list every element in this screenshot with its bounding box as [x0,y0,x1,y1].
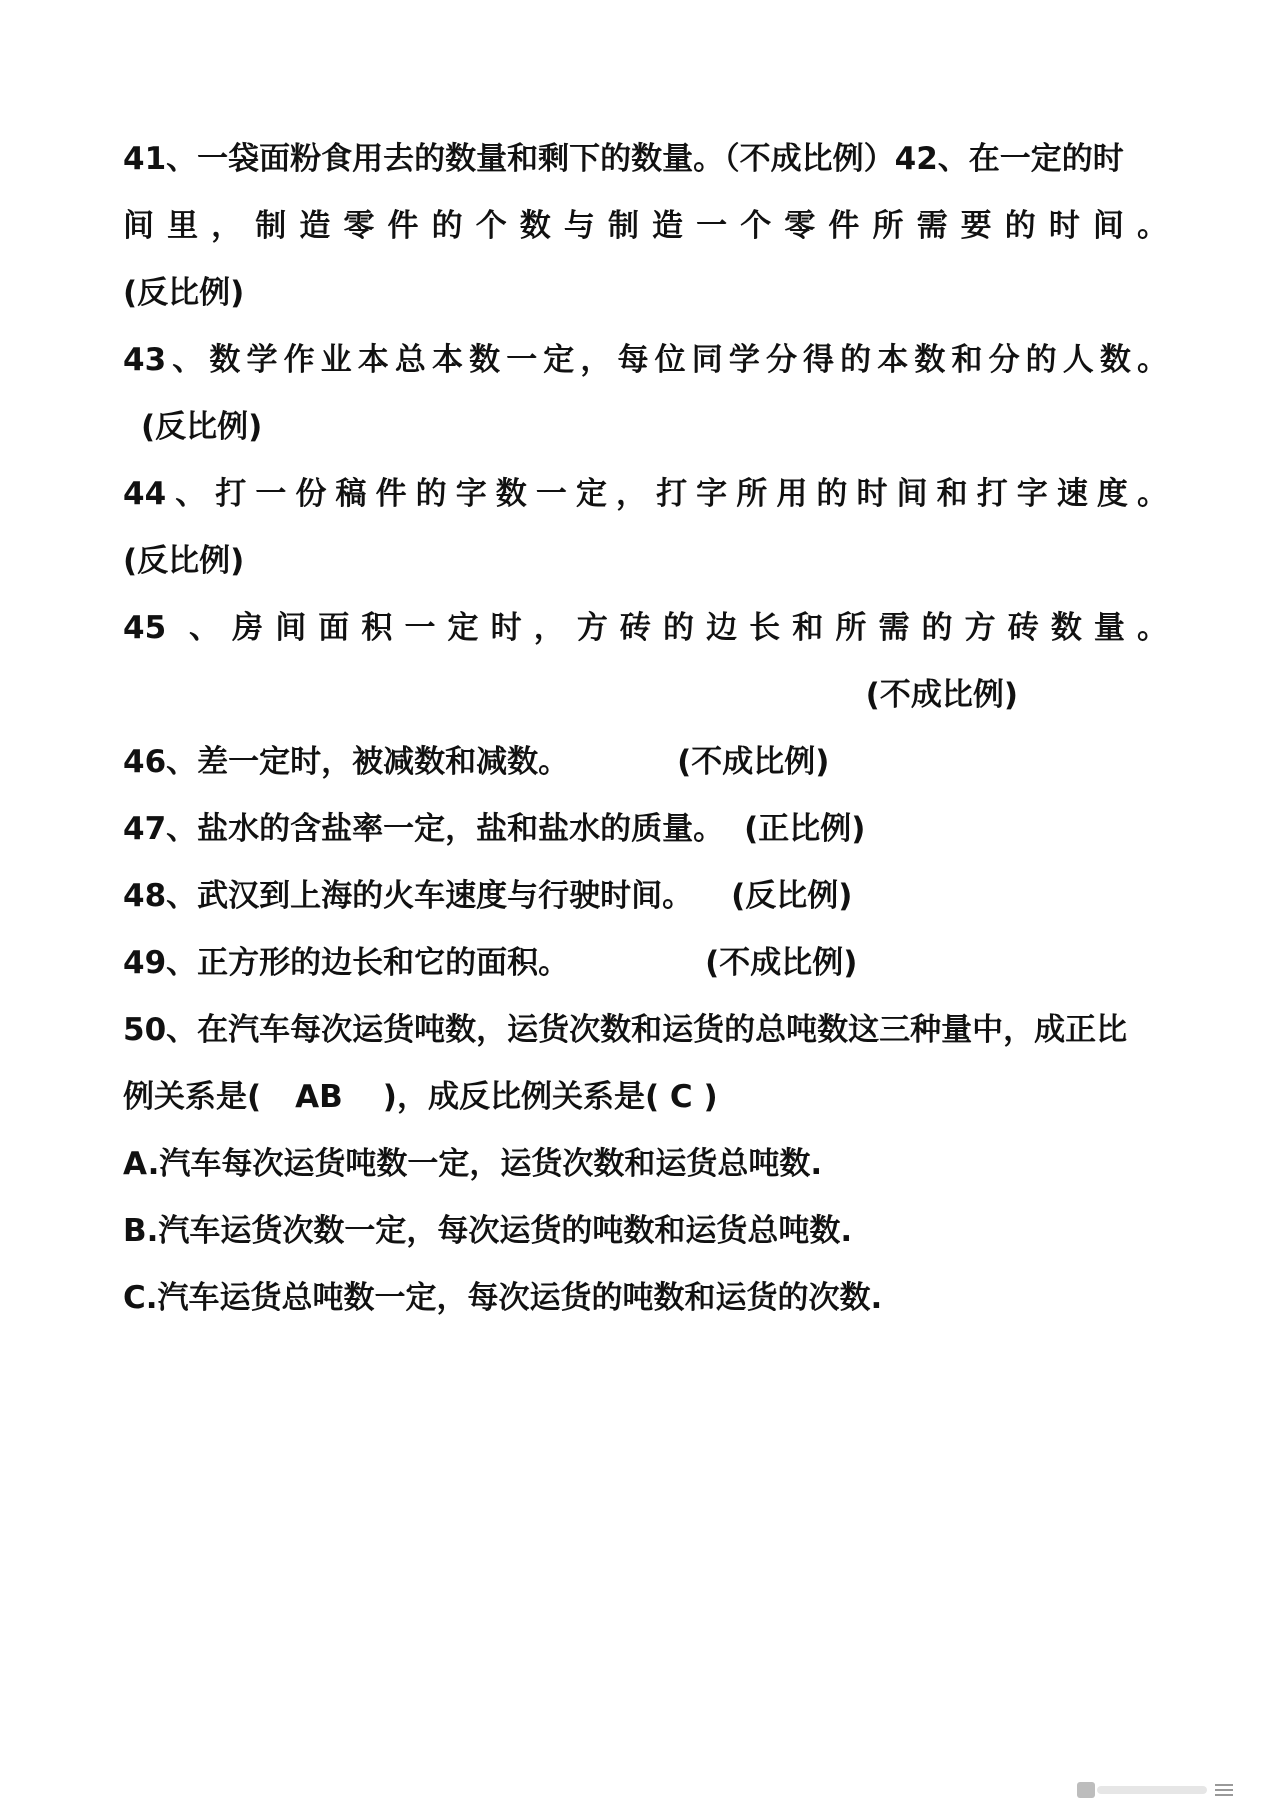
answer-45: (不成比例) [865,677,1018,713]
answer-47: (正比例) [744,811,866,847]
option-a: A.汽车每次运货吨数一定，运货次数和运货总吨数. [123,1146,823,1182]
question-47-line [123,796,1168,863]
question-41-line: 41、一袋面粉食用去的数量和剩下的数量。（不成比例）42、在一定的时 [123,141,1124,177]
question-50-line: 50、在汽车每次运货吨数，运货次数和运货的总吨数这三种量中，成正比 [123,1012,1128,1048]
question-44-line: 44、打一份稿件的字数一定，打字所用的时间和打字速度。 [123,476,1168,512]
question-list [123,126,1168,1332]
answer-44: (反比例) [123,543,245,579]
question-50-text-b: )，成反比例关系是( C ) [382,1079,718,1115]
question-43-line: 43、数学作业本总本数一定，每位同学分得的本数和分的人数。 [123,342,1168,378]
answer-42: (反比例) [123,275,245,311]
answer-43: (反比例) [141,409,263,445]
scrollbar-track[interactable] [1097,1786,1207,1794]
scrollbar-thumb[interactable] [1077,1782,1095,1798]
answer-48: (反比例) [731,878,853,914]
answer-50-direct: AB [295,1079,343,1115]
question-47-text: 47、盐水的含盐率一定，盐和盐水的质量。 [123,811,725,847]
answer-49: (不成比例) [705,945,858,981]
horizontal-scrollbar[interactable] [1077,1782,1247,1798]
question-46-text: 46、差一定时，被减数和减数。 [123,744,570,780]
question-50-text-a: 例关系是( [123,1079,262,1115]
question-49-text: 49、正方形的边长和它的面积。 [123,945,570,981]
question-42-line: 间里，制造零件的个数与制造一个零件所需要的时间。 [123,208,1168,244]
answer-46: (不成比例) [677,744,830,780]
question-46-line [123,729,1168,796]
menu-lines-icon[interactable] [1215,1784,1233,1796]
option-b: B.汽车运货次数一定，每次运货的吨数和运货总吨数. [123,1213,853,1249]
question-50-answer-line [123,1064,1168,1131]
question-49-line [123,930,1168,997]
question-45-line: 45 、房间面积一定时，方砖的边长和所需的方砖数量。 [123,610,1168,646]
question-48-line [123,863,1168,930]
option-c: C.汽车运货总吨数一定，每次运货的吨数和运货的次数. [123,1280,883,1316]
question-48-text: 48、武汉到上海的火车速度与行驶时间。 [123,878,694,914]
